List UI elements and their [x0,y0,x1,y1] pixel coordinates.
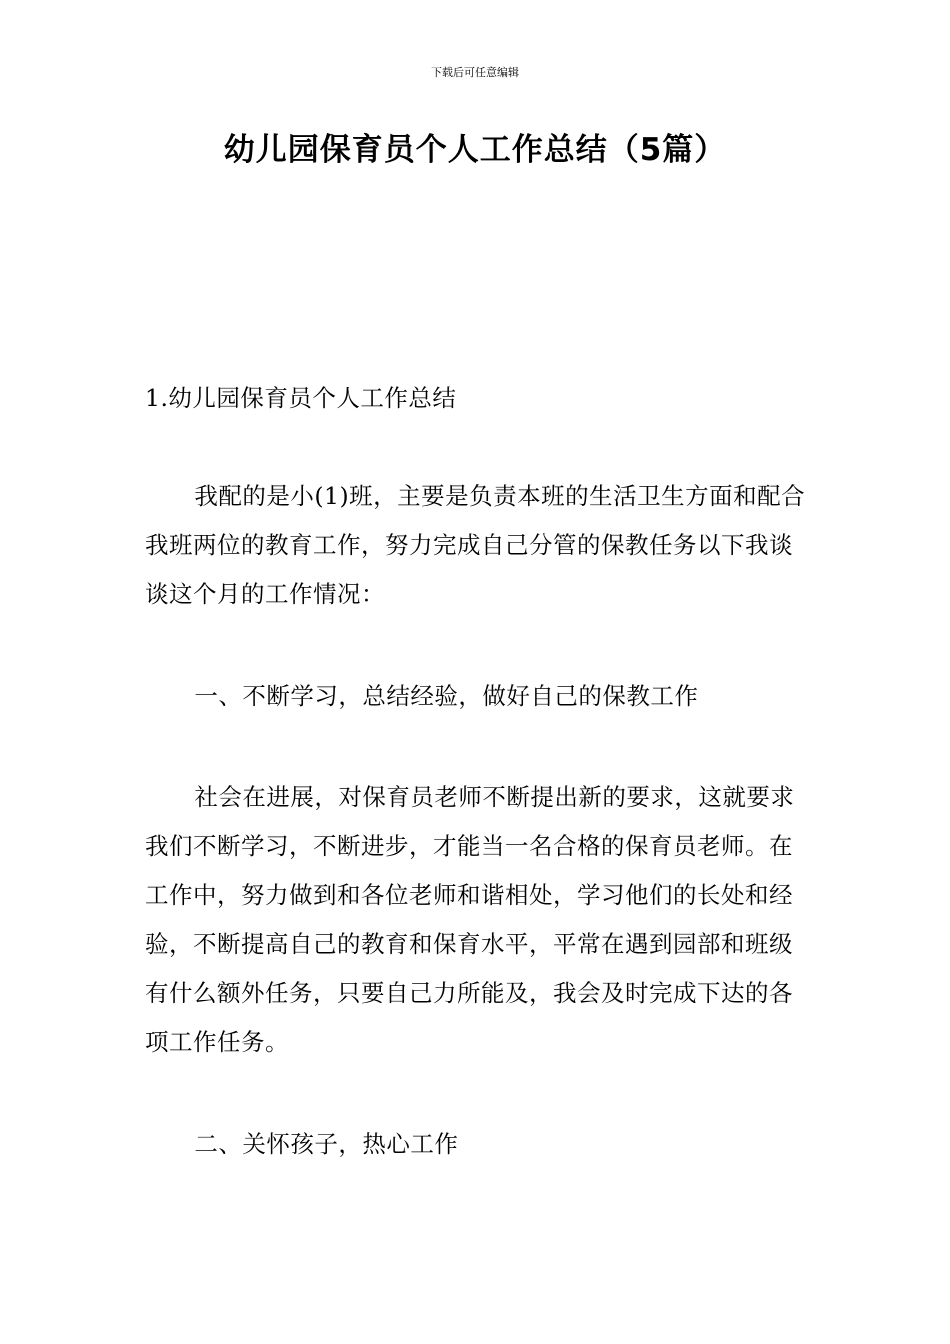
section-title: 1.幼儿园保育员个人工作总结 [145,384,457,412]
header-note: 下载后可任意编辑 [431,66,519,79]
page-title: 幼儿园保育员个人工作总结（5篇） [223,132,727,168]
paragraph-intro: 我配的是小(1)班，主要是负责本班的生活卫生方面和配合我班两位的教育工作，努力完成自己分管的保教任务以下我谈谈这个月的工作情况： [145,482,806,608]
subheading-one: 一、不断学习，总结经验，做好自己的保教工作 [194,682,699,710]
subheading-two: 二、关怀孩子，热心工作 [194,1130,459,1158]
paragraph-body: 社会在进展，对保育员老师不断提出新的要求，这就要求我们不断学习，不断进步，才能当一名合格的保育员老师。在工作中，努力做到和各位老师和谐相处，学习他们的长处和经验，不断提高自己的教育和保育水平，平常在遇到园部和班级有什么额外任务，只要自己力所能及，我会及时完成下达的各项工作任务。 [145,783,795,1056]
